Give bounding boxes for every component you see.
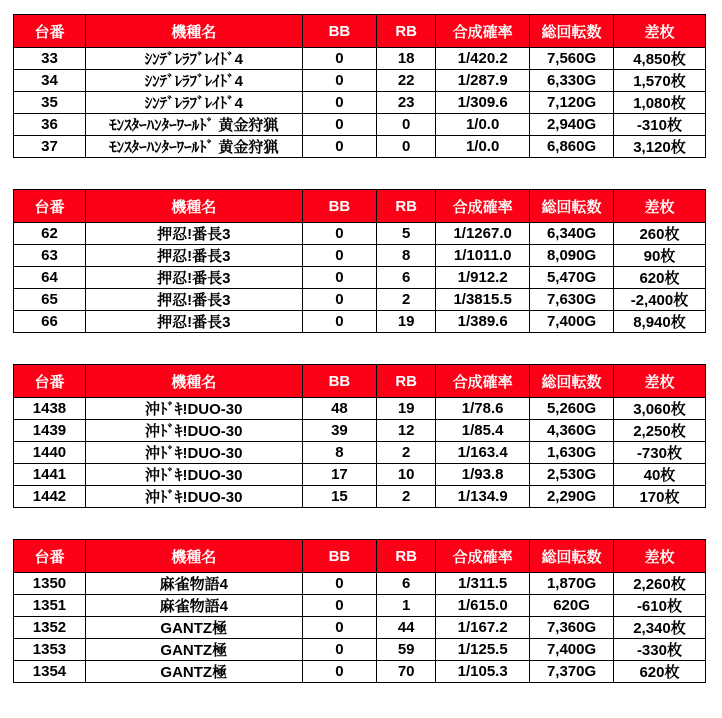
- column-header-model-name: 機種名: [85, 190, 302, 223]
- cell-model-name: ﾓﾝｽﾀｰﾊﾝﾀｰﾜｰﾙﾄﾞ 黄金狩猟: [85, 136, 302, 158]
- cell-diff-medals: 3,060枚: [613, 398, 705, 420]
- cell-diff-medals: 1,080枚: [613, 92, 705, 114]
- cell-combined-rate: 1/163.4: [436, 442, 530, 464]
- table-header-row: [14, 540, 706, 573]
- cell-machine-number: 64: [14, 267, 86, 289]
- column-header-machine-number: 台番: [14, 540, 86, 573]
- cell-diff-medals: 3,120枚: [613, 136, 705, 158]
- cell-rb: 10: [377, 464, 436, 486]
- cell-machine-number: 1354: [14, 661, 86, 683]
- table-row: [14, 136, 706, 158]
- cell-combined-rate: 1/0.0: [436, 114, 530, 136]
- table-row: [14, 267, 706, 289]
- cell-diff-medals: 2,340枚: [613, 617, 705, 639]
- table-row: [14, 486, 706, 508]
- cell-total-spins: 7,360G: [530, 617, 614, 639]
- cell-diff-medals: 1,570枚: [613, 70, 705, 92]
- cell-diff-medals: 260枚: [613, 223, 705, 245]
- column-header-bb: BB: [302, 15, 377, 48]
- column-header-bb: BB: [302, 190, 377, 223]
- cell-model-name: 沖ﾄﾞｷ!DUO-30: [85, 486, 302, 508]
- cell-combined-rate: 1/912.2: [436, 267, 530, 289]
- cell-rb: 0: [377, 136, 436, 158]
- cell-model-name: 押忍!番長3: [85, 223, 302, 245]
- table-row: [14, 114, 706, 136]
- cell-bb: 0: [302, 289, 377, 311]
- column-header-machine-number: 台番: [14, 190, 86, 223]
- cell-combined-rate: 1/134.9: [436, 486, 530, 508]
- cell-rb: 44: [377, 617, 436, 639]
- cell-combined-rate: 1/1011.0: [436, 245, 530, 267]
- cell-total-spins: 7,120G: [530, 92, 614, 114]
- cell-total-spins: 5,260G: [530, 398, 614, 420]
- cell-diff-medals: -330枚: [613, 639, 705, 661]
- table-row: [14, 311, 706, 333]
- cell-rb: 5: [377, 223, 436, 245]
- table-row: [14, 595, 706, 617]
- cell-rb: 18: [377, 48, 436, 70]
- column-header-total-spins: 総回転数: [530, 540, 614, 573]
- cell-model-name: ﾓﾝｽﾀｰﾊﾝﾀｰﾜｰﾙﾄﾞ 黄金狩猟: [85, 114, 302, 136]
- cell-bb: 0: [302, 136, 377, 158]
- cell-total-spins: 7,630G: [530, 289, 614, 311]
- cell-bb: 0: [302, 245, 377, 267]
- column-header-total-spins: 総回転数: [530, 15, 614, 48]
- cell-total-spins: 5,470G: [530, 267, 614, 289]
- cell-rb: 2: [377, 289, 436, 311]
- column-header-diff-medals: 差枚: [613, 540, 705, 573]
- cell-bb: 17: [302, 464, 377, 486]
- cell-total-spins: 6,340G: [530, 223, 614, 245]
- cell-total-spins: 2,940G: [530, 114, 614, 136]
- column-header-total-spins: 総回転数: [530, 365, 614, 398]
- column-header-rb: RB: [377, 540, 436, 573]
- cell-bb: 0: [302, 595, 377, 617]
- cell-rb: 6: [377, 573, 436, 595]
- cell-total-spins: 1,630G: [530, 442, 614, 464]
- cell-rb: 2: [377, 442, 436, 464]
- cell-model-name: GANTZ極: [85, 639, 302, 661]
- cell-bb: 0: [302, 661, 377, 683]
- column-header-model-name: 機種名: [85, 15, 302, 48]
- cell-model-name: 押忍!番長3: [85, 289, 302, 311]
- table-row: [14, 289, 706, 311]
- cell-model-name: GANTZ極: [85, 661, 302, 683]
- cell-machine-number: 65: [14, 289, 86, 311]
- cell-rb: 22: [377, 70, 436, 92]
- cell-bb: 0: [302, 639, 377, 661]
- cell-combined-rate: 1/0.0: [436, 136, 530, 158]
- cell-combined-rate: 1/105.3: [436, 661, 530, 683]
- cell-machine-number: 1353: [14, 639, 86, 661]
- cell-machine-number: 62: [14, 223, 86, 245]
- cell-combined-rate: 1/167.2: [436, 617, 530, 639]
- cell-combined-rate: 1/311.5: [436, 573, 530, 595]
- cell-diff-medals: 620枚: [613, 661, 705, 683]
- table-row: [14, 398, 706, 420]
- cell-rb: 2: [377, 486, 436, 508]
- column-header-model-name: 機種名: [85, 540, 302, 573]
- column-header-combined-rate: 合成確率: [436, 540, 530, 573]
- table-row: [14, 442, 706, 464]
- cell-model-name: 沖ﾄﾞｷ!DUO-30: [85, 398, 302, 420]
- cell-total-spins: 7,370G: [530, 661, 614, 683]
- cell-combined-rate: 1/125.5: [436, 639, 530, 661]
- cell-diff-medals: -2,400枚: [613, 289, 705, 311]
- cell-diff-medals: 8,940枚: [613, 311, 705, 333]
- cell-total-spins: 6,330G: [530, 70, 614, 92]
- cell-rb: 1: [377, 595, 436, 617]
- cell-model-name: 沖ﾄﾞｷ!DUO-30: [85, 464, 302, 486]
- table-row: [14, 245, 706, 267]
- cell-machine-number: 35: [14, 92, 86, 114]
- table-header-row: [14, 365, 706, 398]
- cell-combined-rate: 1/309.6: [436, 92, 530, 114]
- column-header-diff-medals: 差枚: [613, 15, 705, 48]
- cell-machine-number: 1438: [14, 398, 86, 420]
- cell-combined-rate: 1/3815.5: [436, 289, 530, 311]
- cell-machine-number: 1352: [14, 617, 86, 639]
- column-header-diff-medals: 差枚: [613, 365, 705, 398]
- cell-rb: 0: [377, 114, 436, 136]
- cell-bb: 15: [302, 486, 377, 508]
- cell-bb: 0: [302, 114, 377, 136]
- cell-rb: 59: [377, 639, 436, 661]
- cell-machine-number: 66: [14, 311, 86, 333]
- cell-bb: 39: [302, 420, 377, 442]
- cell-total-spins: 7,400G: [530, 311, 614, 333]
- cell-model-name: 押忍!番長3: [85, 245, 302, 267]
- machine-group-table-2: [13, 189, 706, 333]
- table-row: [14, 48, 706, 70]
- column-header-combined-rate: 合成確率: [436, 15, 530, 48]
- cell-total-spins: 620G: [530, 595, 614, 617]
- cell-machine-number: 36: [14, 114, 86, 136]
- cell-bb: 0: [302, 311, 377, 333]
- cell-total-spins: 2,290G: [530, 486, 614, 508]
- column-header-combined-rate: 合成確率: [436, 365, 530, 398]
- cell-total-spins: 1,870G: [530, 573, 614, 595]
- cell-combined-rate: 1/287.9: [436, 70, 530, 92]
- cell-rb: 19: [377, 398, 436, 420]
- cell-machine-number: 1442: [14, 486, 86, 508]
- cell-total-spins: 8,090G: [530, 245, 614, 267]
- cell-machine-number: 1351: [14, 595, 86, 617]
- cell-diff-medals: 40枚: [613, 464, 705, 486]
- cell-machine-number: 33: [14, 48, 86, 70]
- cell-machine-number: 37: [14, 136, 86, 158]
- cell-rb: 19: [377, 311, 436, 333]
- cell-combined-rate: 1/85.4: [436, 420, 530, 442]
- cell-combined-rate: 1/420.2: [436, 48, 530, 70]
- cell-combined-rate: 1/78.6: [436, 398, 530, 420]
- column-header-rb: RB: [377, 15, 436, 48]
- cell-bb: 0: [302, 573, 377, 595]
- cell-model-name: 沖ﾄﾞｷ!DUO-30: [85, 442, 302, 464]
- cell-diff-medals: 170枚: [613, 486, 705, 508]
- table-row: [14, 92, 706, 114]
- cell-model-name: ｼﾝﾃﾞﾚﾗﾌﾞﾚｲﾄﾞ4: [85, 70, 302, 92]
- cell-machine-number: 1441: [14, 464, 86, 486]
- cell-bb: 0: [302, 48, 377, 70]
- machine-group-table-1: [13, 14, 706, 158]
- cell-diff-medals: -730枚: [613, 442, 705, 464]
- cell-bb: 8: [302, 442, 377, 464]
- cell-machine-number: 1350: [14, 573, 86, 595]
- cell-rb: 12: [377, 420, 436, 442]
- table-row: [14, 661, 706, 683]
- cell-rb: 23: [377, 92, 436, 114]
- column-header-machine-number: 台番: [14, 15, 86, 48]
- column-header-machine-number: 台番: [14, 365, 86, 398]
- table-row: [14, 464, 706, 486]
- cell-model-name: ｼﾝﾃﾞﾚﾗﾌﾞﾚｲﾄﾞ4: [85, 92, 302, 114]
- cell-total-spins: 2,530G: [530, 464, 614, 486]
- table-row: [14, 639, 706, 661]
- cell-bb: 0: [302, 92, 377, 114]
- cell-total-spins: 4,360G: [530, 420, 614, 442]
- cell-rb: 8: [377, 245, 436, 267]
- cell-diff-medals: 620枚: [613, 267, 705, 289]
- cell-model-name: ｼﾝﾃﾞﾚﾗﾌﾞﾚｲﾄﾞ4: [85, 48, 302, 70]
- column-header-bb: BB: [302, 365, 377, 398]
- machine-group-table-3: [13, 364, 706, 508]
- column-header-rb: RB: [377, 190, 436, 223]
- cell-diff-medals: 90枚: [613, 245, 705, 267]
- column-header-total-spins: 総回転数: [530, 190, 614, 223]
- cell-bb: 0: [302, 267, 377, 289]
- cell-rb: 6: [377, 267, 436, 289]
- cell-total-spins: 6,860G: [530, 136, 614, 158]
- cell-model-name: 沖ﾄﾞｷ!DUO-30: [85, 420, 302, 442]
- machine-group-table-4: [13, 539, 706, 683]
- cell-model-name: 麻雀物語4: [85, 573, 302, 595]
- cell-machine-number: 63: [14, 245, 86, 267]
- cell-diff-medals: 2,260枚: [613, 573, 705, 595]
- cell-diff-medals: 4,850枚: [613, 48, 705, 70]
- column-header-diff-medals: 差枚: [613, 190, 705, 223]
- cell-model-name: 押忍!番長3: [85, 267, 302, 289]
- cell-total-spins: 7,400G: [530, 639, 614, 661]
- table-row: [14, 617, 706, 639]
- cell-diff-medals: -610枚: [613, 595, 705, 617]
- column-header-combined-rate: 合成確率: [436, 190, 530, 223]
- cell-model-name: 麻雀物語4: [85, 595, 302, 617]
- cell-model-name: GANTZ極: [85, 617, 302, 639]
- table-row: [14, 223, 706, 245]
- cell-machine-number: 1439: [14, 420, 86, 442]
- cell-diff-medals: 2,250枚: [613, 420, 705, 442]
- table-row: [14, 70, 706, 92]
- cell-combined-rate: 1/615.0: [436, 595, 530, 617]
- cell-bb: 48: [302, 398, 377, 420]
- cell-combined-rate: 1/1267.0: [436, 223, 530, 245]
- column-header-bb: BB: [302, 540, 377, 573]
- cell-bb: 0: [302, 223, 377, 245]
- cell-rb: 70: [377, 661, 436, 683]
- cell-combined-rate: 1/93.8: [436, 464, 530, 486]
- cell-combined-rate: 1/389.6: [436, 311, 530, 333]
- cell-bb: 0: [302, 617, 377, 639]
- cell-diff-medals: -310枚: [613, 114, 705, 136]
- column-header-model-name: 機種名: [85, 365, 302, 398]
- cell-machine-number: 1440: [14, 442, 86, 464]
- table-row: [14, 420, 706, 442]
- cell-bb: 0: [302, 70, 377, 92]
- table-header-row: [14, 15, 706, 48]
- cell-total-spins: 7,560G: [530, 48, 614, 70]
- column-header-rb: RB: [377, 365, 436, 398]
- cell-machine-number: 34: [14, 70, 86, 92]
- table-header-row: [14, 190, 706, 223]
- cell-model-name: 押忍!番長3: [85, 311, 302, 333]
- table-row: [14, 573, 706, 595]
